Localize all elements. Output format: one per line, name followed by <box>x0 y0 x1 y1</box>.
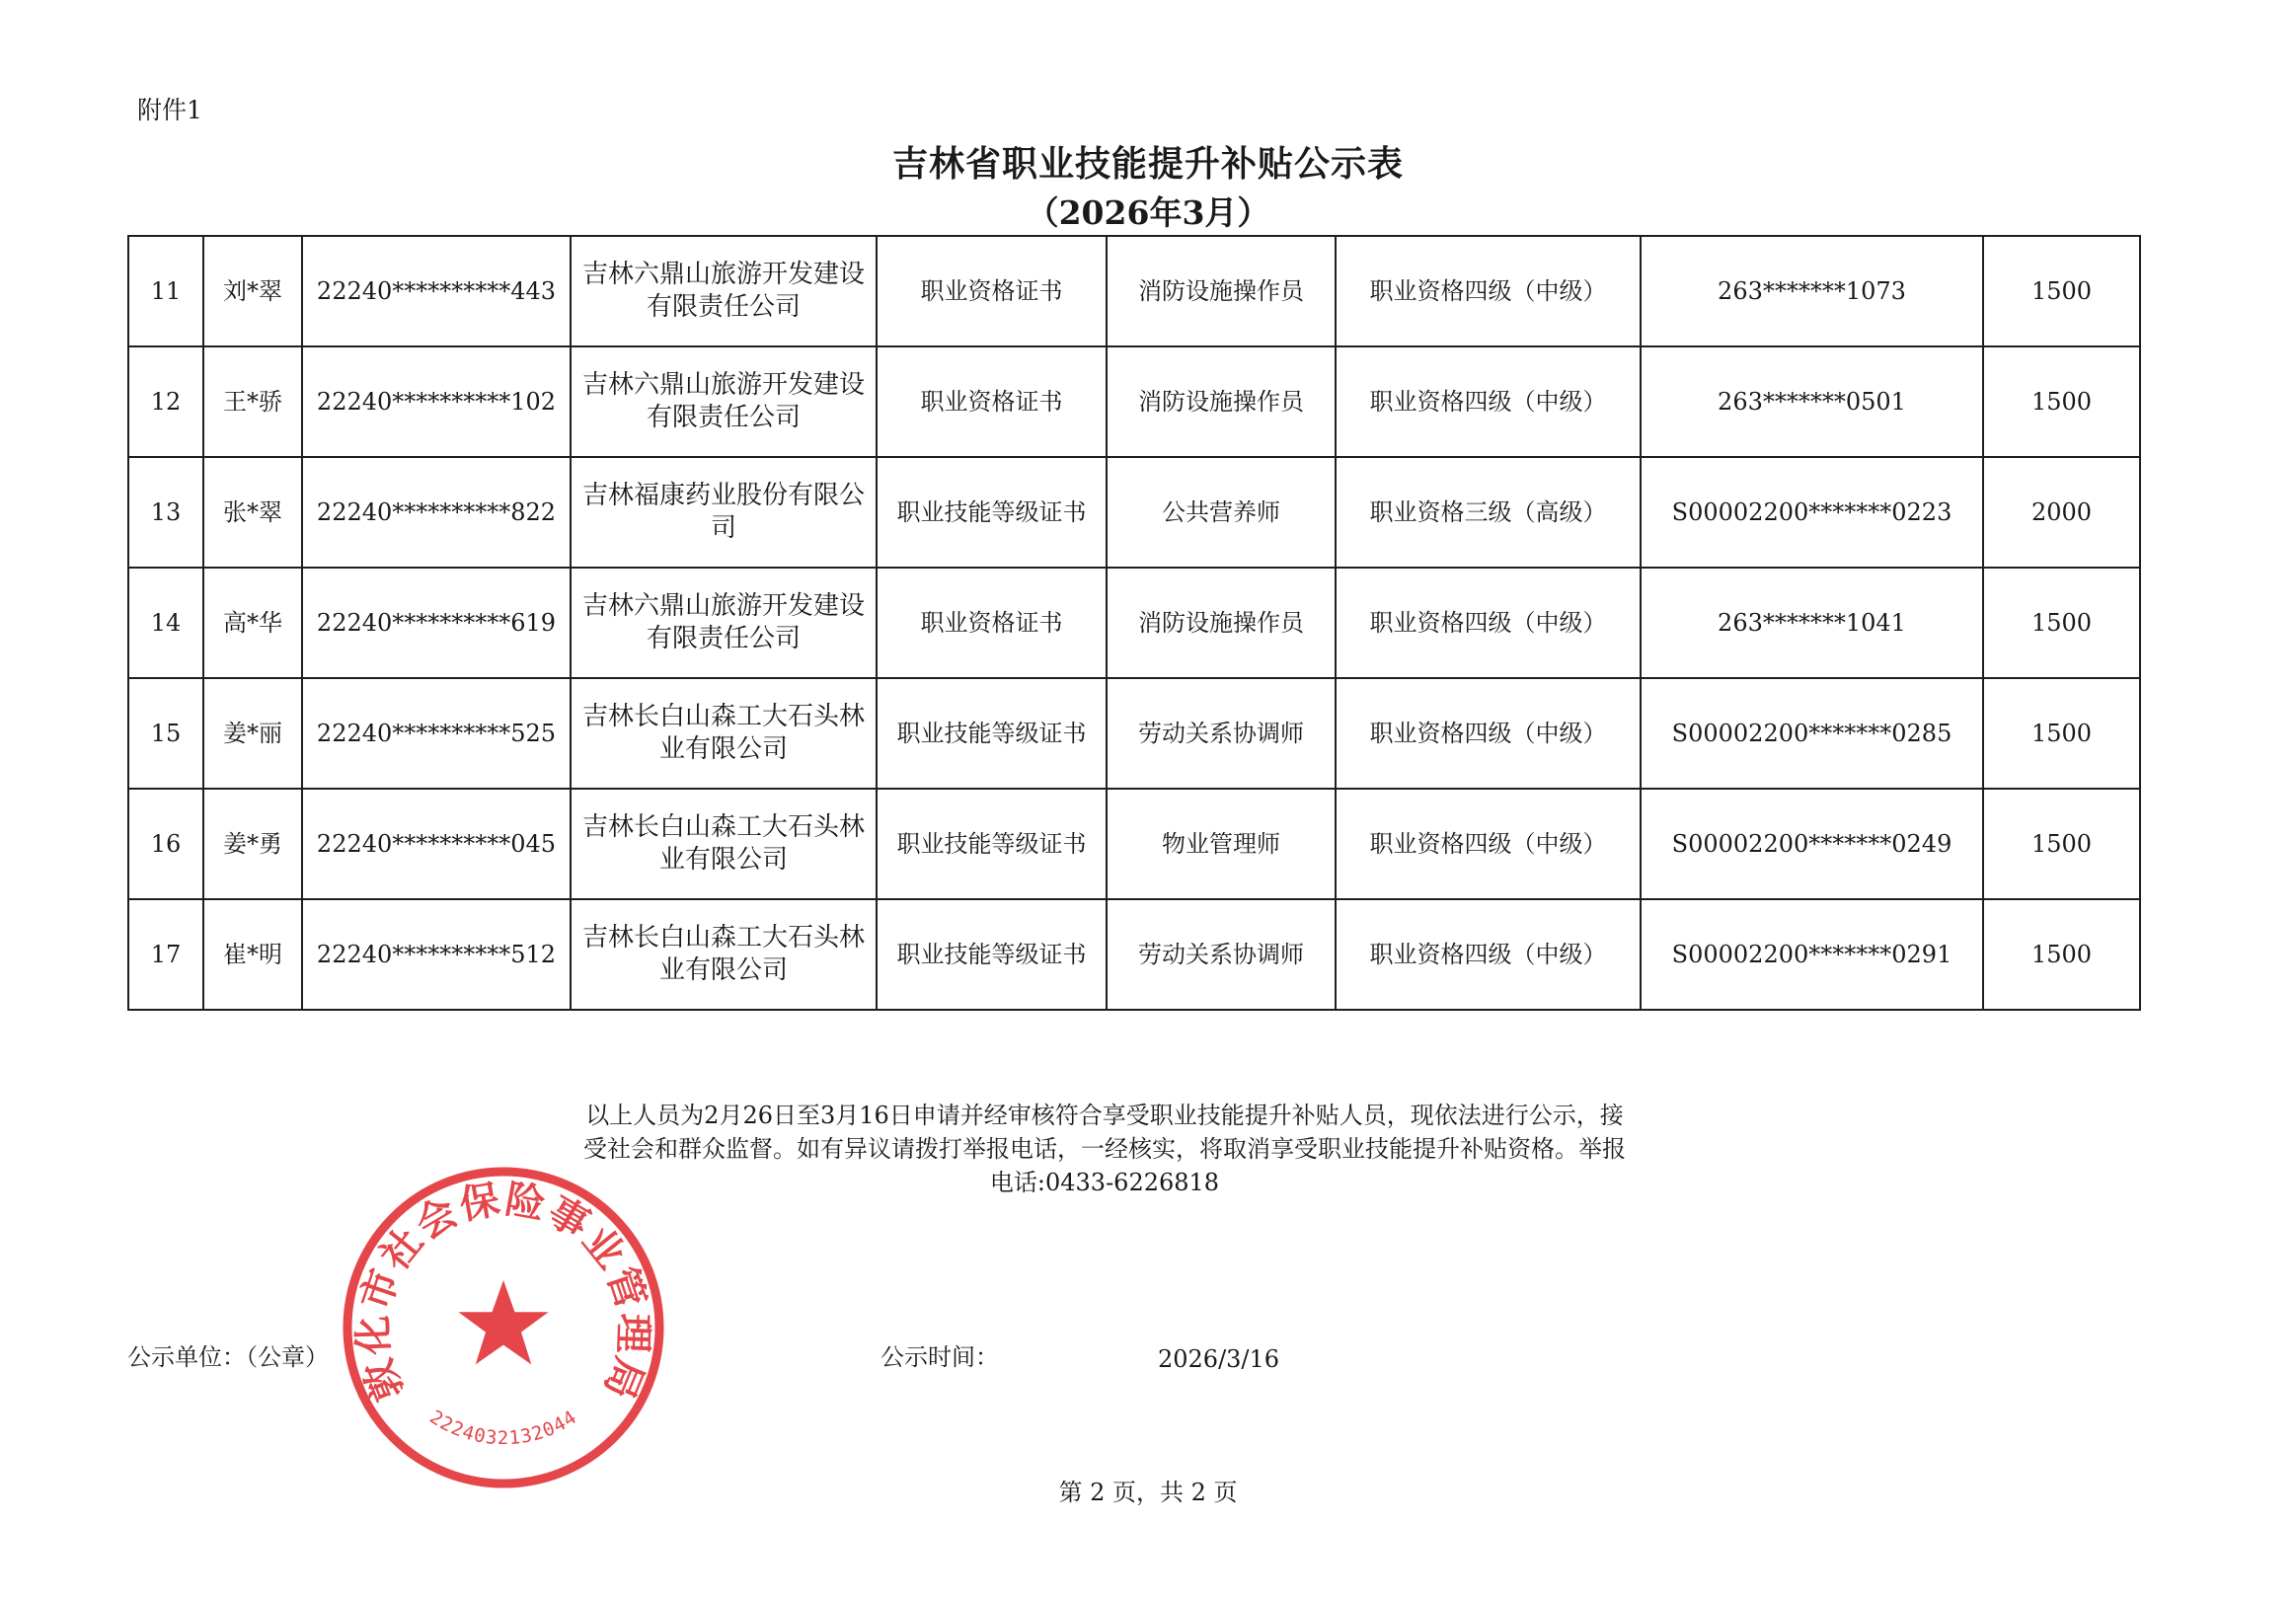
company-name-cell: 吉林长白山森工大石头林业有限公司 <box>571 789 877 899</box>
table-row <box>128 346 2140 457</box>
seal-star-icon <box>458 1280 548 1364</box>
skill-level-cell: 职业资格四级（中级） <box>1336 346 1641 457</box>
subsidy-amount-cell: 1500 <box>1983 568 2140 678</box>
page-number: 第 2 页，共 2 页 <box>1058 1479 1238 1506</box>
subsidy-amount-cell: 2000 <box>1983 457 2140 568</box>
company-name-cell: 吉林长白山森工大石头林业有限公司 <box>571 899 877 1010</box>
occupation-cell: 消防设施操作员 <box>1107 346 1336 457</box>
occupation-cell: 劳动关系协调师 <box>1107 899 1336 1010</box>
company-name-cell: 吉林六鼎山旅游开发建设有限责任公司 <box>571 346 877 457</box>
certificate-number-cell: 263*******1041 <box>1641 568 1983 678</box>
table-row <box>128 789 2140 899</box>
certificate-type-cell: 职业资格证书 <box>877 568 1107 678</box>
subsidy-amount-cell: 1500 <box>1983 346 2140 457</box>
subsidy-amount-cell: 1500 <box>1983 678 2140 789</box>
row-number-cell: 14 <box>128 568 203 678</box>
row-number-cell: 12 <box>128 346 203 457</box>
table-row <box>128 899 2140 1010</box>
certificate-type-cell: 职业技能等级证书 <box>877 678 1107 789</box>
skill-level-cell: 职业资格四级（中级） <box>1336 678 1641 789</box>
certificate-number-cell: S00002200*******0223 <box>1641 457 1983 568</box>
skill-level-cell: 职业资格四级（中级） <box>1336 568 1641 678</box>
certificate-type-cell: 职业技能等级证书 <box>877 457 1107 568</box>
certificate-type-cell: 职业技能等级证书 <box>877 899 1107 1010</box>
id-number-cell: 22240**********512 <box>302 899 571 1010</box>
attachment-label: 附件1 <box>137 96 202 124</box>
certificate-number-cell: 263*******1073 <box>1641 236 1983 346</box>
row-number-cell: 15 <box>128 678 203 789</box>
id-number-cell: 22240**********619 <box>302 568 571 678</box>
table-row <box>128 457 2140 568</box>
occupation-cell: 公共营养师 <box>1107 457 1336 568</box>
certificate-number-cell: 263*******0501 <box>1641 346 1983 457</box>
id-number-cell: 22240**********443 <box>302 236 571 346</box>
table-row <box>128 236 2140 346</box>
id-number-cell: 22240**********822 <box>302 457 571 568</box>
subsidy-table <box>127 235 2141 1011</box>
occupation-cell: 消防设施操作员 <box>1107 236 1336 346</box>
occupation-cell: 消防设施操作员 <box>1107 568 1336 678</box>
company-name-cell: 吉林长白山森工大石头林业有限公司 <box>571 678 877 789</box>
skill-level-cell: 职业资格四级（中级） <box>1336 236 1641 346</box>
certificate-number-cell: S00002200*******0291 <box>1641 899 1983 1010</box>
subsidy-amount-cell: 1500 <box>1983 789 2140 899</box>
company-name-cell: 吉林六鼎山旅游开发建设有限责任公司 <box>571 236 877 346</box>
id-number-cell: 22240**********525 <box>302 678 571 789</box>
publish-time-value: 2026/3/16 <box>1158 1345 1280 1373</box>
company-name-cell: 吉林福康药业股份有限公司 <box>571 457 877 568</box>
table-row <box>128 678 2140 789</box>
person-name-cell: 高*华 <box>203 568 302 678</box>
notice-text: 以上人员为2月26日至3月16日申请并经审核符合享受职业技能提升补贴人员，现依法进行公示，接受社会和群众监督。如有异议请拨打举报电话，一经核实，将取消享受职业技能提升补贴资格。举报电话:0433-6226818 <box>583 1102 1626 1196</box>
row-number-cell: 11 <box>128 236 203 346</box>
document-title: 吉林省职业技能提升补贴公示表 <box>891 143 1404 185</box>
person-name-cell: 王*骄 <box>203 346 302 457</box>
person-name-cell: 姜*勇 <box>203 789 302 899</box>
document-subtitle: （2026年3月） <box>1026 193 1270 232</box>
id-number-cell: 22240**********045 <box>302 789 571 899</box>
person-name-cell: 刘*翠 <box>203 236 302 346</box>
official-seal <box>336 1160 671 1495</box>
person-name-cell: 张*翠 <box>203 457 302 568</box>
company-name-cell: 吉林六鼎山旅游开发建设有限责任公司 <box>571 568 877 678</box>
row-number-cell: 16 <box>128 789 203 899</box>
certificate-number-cell: S00002200*******0285 <box>1641 678 1983 789</box>
publisher-label: 公示单位：（公章） <box>127 1343 329 1371</box>
subsidy-amount-cell: 1500 <box>1983 899 2140 1010</box>
certificate-type-cell: 职业资格证书 <box>877 346 1107 457</box>
occupation-cell: 劳动关系协调师 <box>1107 678 1336 789</box>
subsidy-amount-cell: 1500 <box>1983 236 2140 346</box>
certificate-number-cell: S00002200*******0249 <box>1641 789 1983 899</box>
skill-level-cell: 职业资格四级（中级） <box>1336 789 1641 899</box>
seal-ring-text: 敦化市社会保险事业管理局 <box>349 1176 657 1408</box>
certificate-type-cell: 职业资格证书 <box>877 236 1107 346</box>
skill-level-cell: 职业资格四级（中级） <box>1336 899 1641 1010</box>
skill-level-cell: 职业资格三级（高级） <box>1336 457 1641 568</box>
person-name-cell: 姜*丽 <box>203 678 302 789</box>
row-number-cell: 17 <box>128 899 203 1010</box>
seal-number: 2224032132044 <box>425 1406 581 1450</box>
occupation-cell: 物业管理师 <box>1107 789 1336 899</box>
id-number-cell: 22240**********102 <box>302 346 571 457</box>
table-row <box>128 568 2140 678</box>
person-name-cell: 崔*明 <box>203 899 302 1010</box>
certificate-type-cell: 职业技能等级证书 <box>877 789 1107 899</box>
row-number-cell: 13 <box>128 457 203 568</box>
publish-time-label: 公示时间： <box>880 1343 999 1371</box>
